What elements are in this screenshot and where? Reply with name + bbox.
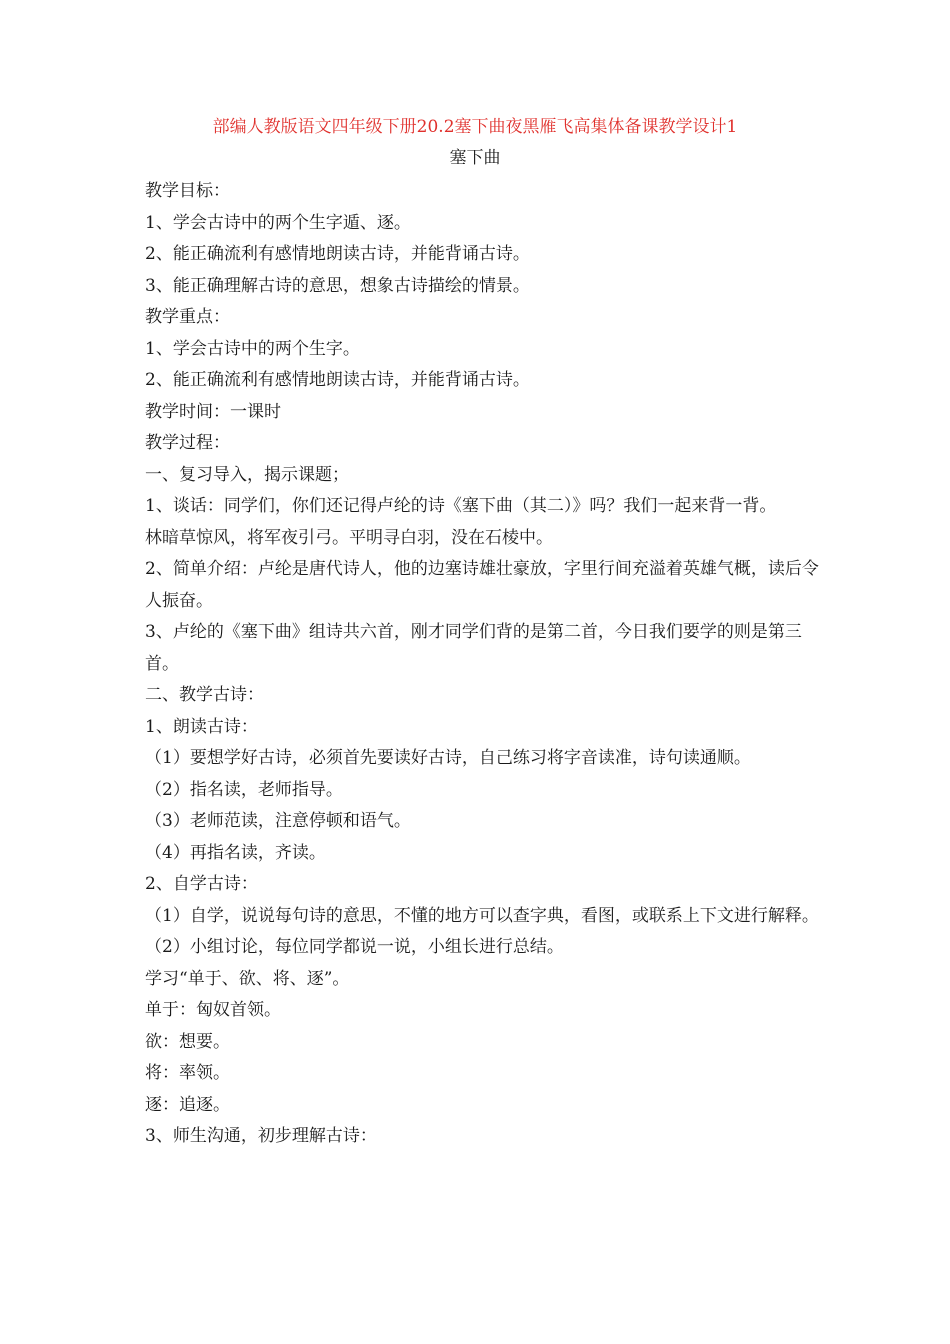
paragraph: （1）要想学好古诗，必须首先要读好古诗，自己练习将字音读准，诗句读通顺。 [145, 748, 751, 768]
glossary-item: 单于：匈奴首领。 [145, 1000, 281, 1020]
paragraph: 2、简单介绍：卢纶是唐代诗人，他的边塞诗雄壮豪放，字里行间充溢着英雄气概，读后令人振奋。 [145, 559, 819, 611]
paragraph: 3、卢纶的《塞下曲》组诗共六首，刚才同学们背的是第二首，今日我们要学的则是第三首。 [145, 622, 802, 674]
paragraph: 2、自学古诗： [145, 874, 258, 894]
section-heading-goals: 教学目标： [145, 181, 230, 201]
document-body [145, 176, 825, 1153]
section-heading-process: 教学过程： [145, 433, 230, 453]
paragraph: 1、谈话：同学们，你们还记得卢纶的诗《塞下曲（其二）》吗？我们一起来背一背。 [145, 496, 777, 516]
document-subtitle: 塞下曲 [449, 148, 501, 168]
paragraph: （3）老师范读，注意停顿和语气。 [145, 811, 411, 831]
paragraph: 1、学会古诗中的两个生字遁、逐。 [145, 212, 411, 233]
glossary-item: 逐：追逐。 [145, 1094, 230, 1115]
paragraph: 2、能正确流利有感情地朗读古诗，并能背诵古诗。 [145, 244, 530, 264]
paragraph: （4）再指名读，齐读。 [145, 842, 326, 863]
paragraph: 一、复习导入，揭示课题； [145, 464, 349, 485]
section-heading-focus: 教学重点： [145, 307, 230, 327]
glossary-item: 将：率领。 [145, 1063, 230, 1083]
paragraph: （2）小组讨论，每位同学都说一说，小组长进行总结。 [145, 937, 564, 957]
section-heading-teach: 二、教学古诗： [145, 685, 264, 705]
paragraph: （1）自学，说说每句诗的意思，不懂的地方可以查字典，看图，或联系上下文进行解释。 [145, 905, 819, 926]
paragraph: 1、朗读古诗： [145, 716, 258, 737]
paragraph: 学习“单于、欲、将、逐”。 [145, 968, 350, 989]
paragraph: （2）指名读，老师指导。 [145, 779, 343, 800]
poem-line: 林暗草惊风，将军夜引弓。平明寻白羽，没在石棱中。 [145, 527, 553, 548]
document-title: 部编人教版语文四年级下册20.2塞下曲夜黑雁飞高集体备课教学设计1 [212, 117, 738, 137]
paragraph: 1、学会古诗中的两个生字。 [145, 338, 360, 359]
paragraph: 2、能正确流利有感情地朗读古诗，并能背诵古诗。 [145, 370, 530, 390]
paragraph: 3、师生沟通，初步理解古诗： [145, 1126, 377, 1146]
section-heading-time: 教学时间：一课时 [145, 401, 281, 422]
paragraph: 3、能正确理解古诗的意思，想象古诗描绘的情景。 [145, 275, 530, 296]
glossary-item: 欲：想要。 [145, 1031, 230, 1052]
